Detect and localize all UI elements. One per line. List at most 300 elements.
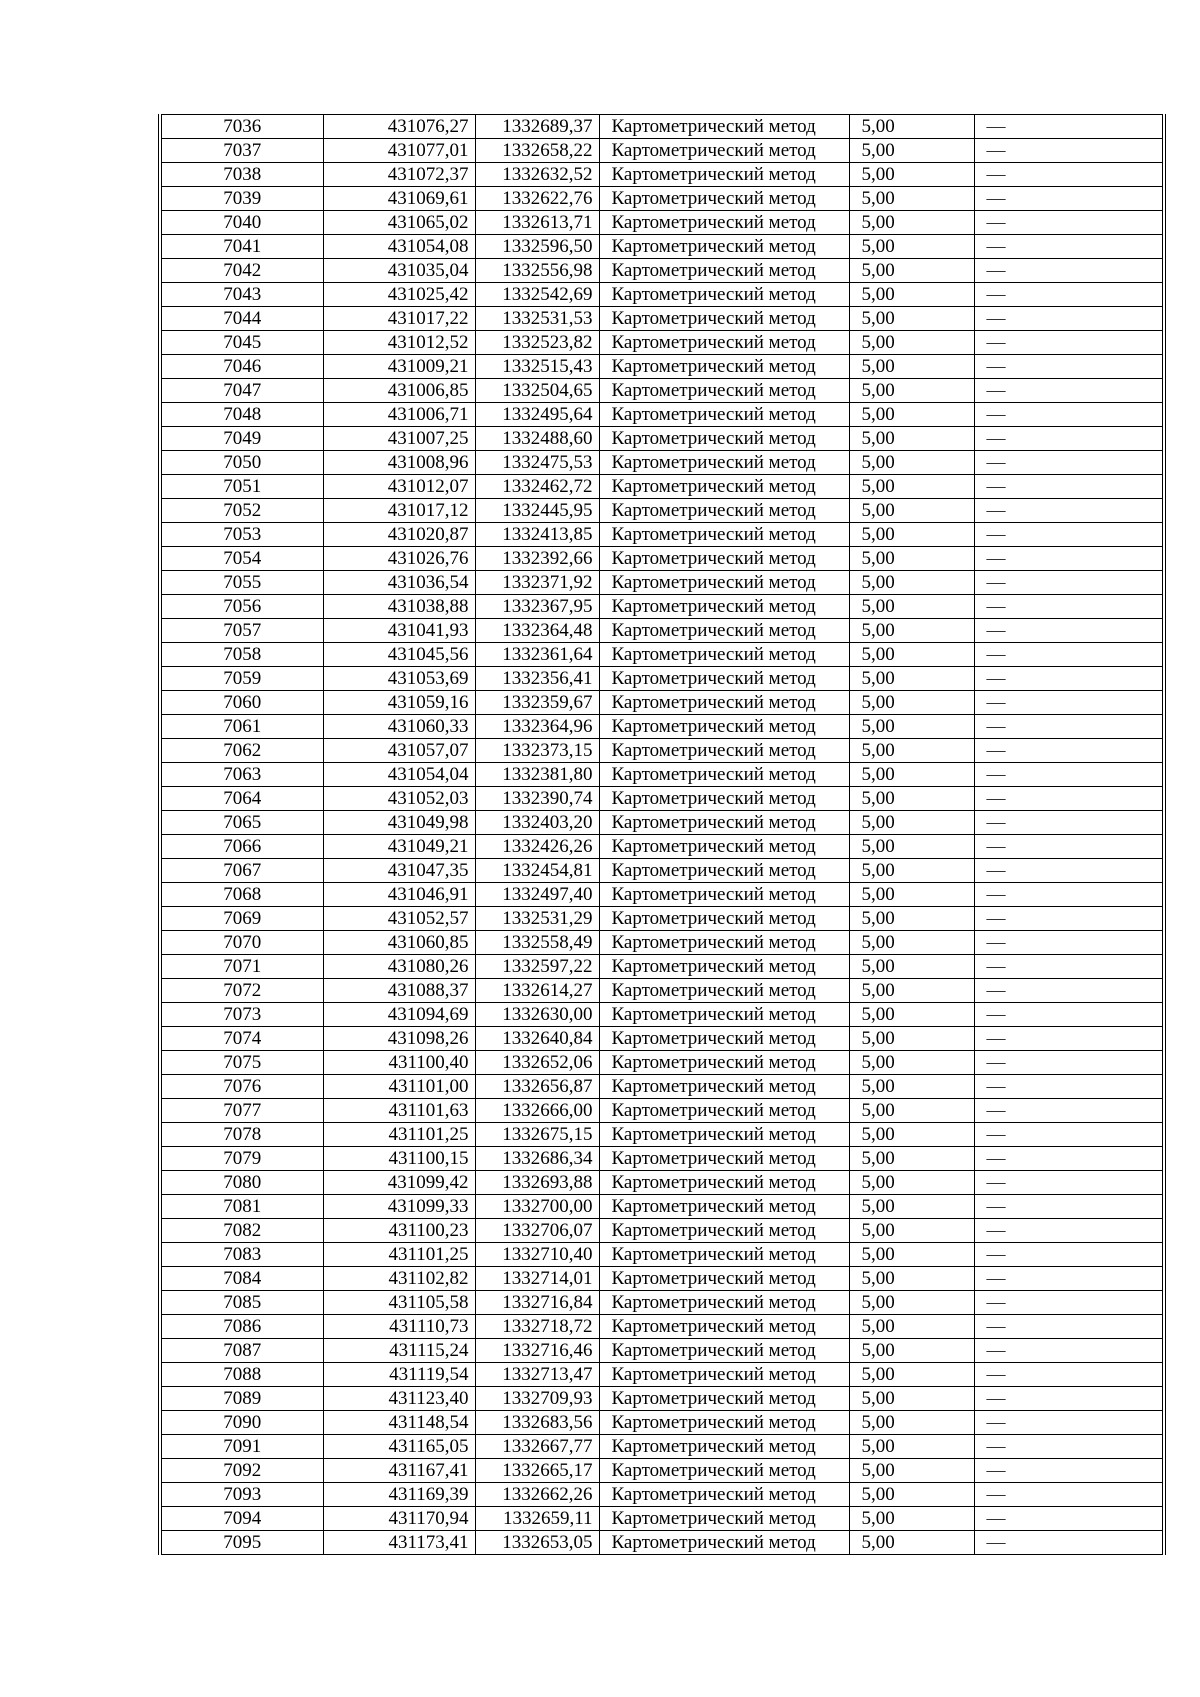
point-number-cell: 7067	[160, 859, 323, 883]
note-cell: —	[974, 715, 1164, 739]
method-cell: Картометрический метод	[599, 955, 849, 979]
error-cell: 5,00	[849, 691, 974, 715]
table-row	[160, 547, 1164, 571]
note-cell: —	[974, 1435, 1164, 1459]
point-number-cell: 7085	[160, 1291, 323, 1315]
method-cell: Картометрический метод	[599, 379, 849, 403]
point-number-cell: 7064	[160, 787, 323, 811]
note-cell: —	[974, 691, 1164, 715]
point-number-cell: 7060	[160, 691, 323, 715]
y-coordinate-cell: 1332706,07	[475, 1219, 599, 1243]
x-coordinate-cell: 431167,41	[323, 1459, 475, 1483]
method-cell: Картометрический метод	[599, 283, 849, 307]
error-cell: 5,00	[849, 1483, 974, 1507]
x-coordinate-cell: 431148,54	[323, 1411, 475, 1435]
note-cell: —	[974, 547, 1164, 571]
error-cell: 5,00	[849, 1363, 974, 1387]
y-coordinate-cell: 1332403,20	[475, 811, 599, 835]
method-cell: Картометрический метод	[599, 1459, 849, 1483]
method-cell: Картометрический метод	[599, 787, 849, 811]
note-cell: —	[974, 1315, 1164, 1339]
table-row	[160, 379, 1164, 403]
y-coordinate-cell: 1332558,49	[475, 931, 599, 955]
table-row	[160, 595, 1164, 619]
point-number-cell: 7066	[160, 835, 323, 859]
table-row	[160, 1267, 1164, 1291]
y-coordinate-cell: 1332390,74	[475, 787, 599, 811]
method-cell: Картометрический метод	[599, 1291, 849, 1315]
error-cell: 5,00	[849, 235, 974, 259]
error-cell: 5,00	[849, 763, 974, 787]
point-number-cell: 7092	[160, 1459, 323, 1483]
error-cell: 5,00	[849, 523, 974, 547]
point-number-cell: 7072	[160, 979, 323, 1003]
error-cell: 5,00	[849, 739, 974, 763]
point-number-cell: 7055	[160, 571, 323, 595]
x-coordinate-cell: 431052,57	[323, 907, 475, 931]
table-row	[160, 307, 1164, 331]
point-number-cell: 7083	[160, 1243, 323, 1267]
y-coordinate-cell: 1332693,88	[475, 1171, 599, 1195]
table-row	[160, 451, 1164, 475]
error-cell: 5,00	[849, 1315, 974, 1339]
point-number-cell: 7037	[160, 139, 323, 163]
y-coordinate-cell: 1332666,00	[475, 1099, 599, 1123]
point-number-cell: 7080	[160, 1171, 323, 1195]
y-coordinate-cell: 1332488,60	[475, 427, 599, 451]
error-cell: 5,00	[849, 475, 974, 499]
x-coordinate-cell: 431173,41	[323, 1531, 475, 1555]
note-cell: —	[974, 1123, 1164, 1147]
note-cell: —	[974, 595, 1164, 619]
error-cell: 5,00	[849, 1123, 974, 1147]
method-cell: Картометрический метод	[599, 1507, 849, 1531]
point-number-cell: 7049	[160, 427, 323, 451]
error-cell: 5,00	[849, 1003, 974, 1027]
method-cell: Картометрический метод	[599, 355, 849, 379]
x-coordinate-cell: 431099,42	[323, 1171, 475, 1195]
x-coordinate-cell: 431012,52	[323, 331, 475, 355]
x-coordinate-cell: 431054,08	[323, 235, 475, 259]
table-row	[160, 115, 1164, 139]
point-number-cell: 7082	[160, 1219, 323, 1243]
point-number-cell: 7079	[160, 1147, 323, 1171]
y-coordinate-cell: 1332426,26	[475, 835, 599, 859]
point-number-cell: 7063	[160, 763, 323, 787]
method-cell: Картометрический метод	[599, 739, 849, 763]
method-cell: Картометрический метод	[599, 115, 849, 139]
method-cell: Картометрический метод	[599, 187, 849, 211]
note-cell: —	[974, 931, 1164, 955]
x-coordinate-cell: 431110,73	[323, 1315, 475, 1339]
table-row	[160, 619, 1164, 643]
note-cell: —	[974, 1339, 1164, 1363]
x-coordinate-cell: 431049,98	[323, 811, 475, 835]
table-row	[160, 1051, 1164, 1075]
note-cell: —	[974, 379, 1164, 403]
method-cell: Картометрический метод	[599, 139, 849, 163]
error-cell: 5,00	[849, 211, 974, 235]
x-coordinate-cell: 431115,24	[323, 1339, 475, 1363]
point-number-cell: 7091	[160, 1435, 323, 1459]
point-number-cell: 7078	[160, 1123, 323, 1147]
y-coordinate-cell: 1332361,64	[475, 643, 599, 667]
error-cell: 5,00	[849, 1147, 974, 1171]
table-row	[160, 667, 1164, 691]
method-cell: Картометрический метод	[599, 163, 849, 187]
y-coordinate-cell: 1332356,41	[475, 667, 599, 691]
error-cell: 5,00	[849, 787, 974, 811]
table-row	[160, 1531, 1164, 1555]
method-cell: Картометрический метод	[599, 619, 849, 643]
table-row	[160, 1459, 1164, 1483]
point-number-cell: 7071	[160, 955, 323, 979]
x-coordinate-cell: 431101,25	[323, 1123, 475, 1147]
x-coordinate-cell: 431098,26	[323, 1027, 475, 1051]
y-coordinate-cell: 1332700,00	[475, 1195, 599, 1219]
x-coordinate-cell: 431099,33	[323, 1195, 475, 1219]
y-coordinate-cell: 1332652,06	[475, 1051, 599, 1075]
x-coordinate-cell: 431020,87	[323, 523, 475, 547]
note-cell: —	[974, 211, 1164, 235]
error-cell: 5,00	[849, 595, 974, 619]
x-coordinate-cell: 431101,25	[323, 1243, 475, 1267]
error-cell: 5,00	[849, 451, 974, 475]
y-coordinate-cell: 1332665,17	[475, 1459, 599, 1483]
y-coordinate-cell: 1332371,92	[475, 571, 599, 595]
x-coordinate-cell: 431008,96	[323, 451, 475, 475]
point-number-cell: 7081	[160, 1195, 323, 1219]
point-number-cell: 7043	[160, 283, 323, 307]
error-cell: 5,00	[849, 1099, 974, 1123]
table-row	[160, 739, 1164, 763]
x-coordinate-cell: 431059,16	[323, 691, 475, 715]
table-row	[160, 955, 1164, 979]
y-coordinate-cell: 1332614,27	[475, 979, 599, 1003]
method-cell: Картометрический метод	[599, 475, 849, 499]
y-coordinate-cell: 1332364,48	[475, 619, 599, 643]
table-row	[160, 259, 1164, 283]
error-cell: 5,00	[849, 715, 974, 739]
table-row	[160, 163, 1164, 187]
table-row	[160, 715, 1164, 739]
note-cell: —	[974, 1531, 1164, 1555]
x-coordinate-cell: 431017,22	[323, 307, 475, 331]
x-coordinate-cell: 431100,40	[323, 1051, 475, 1075]
method-cell: Картометрический метод	[599, 595, 849, 619]
point-number-cell: 7042	[160, 259, 323, 283]
error-cell: 5,00	[849, 1171, 974, 1195]
table-body	[160, 115, 1164, 1555]
y-coordinate-cell: 1332381,80	[475, 763, 599, 787]
y-coordinate-cell: 1332542,69	[475, 283, 599, 307]
point-number-cell: 7087	[160, 1339, 323, 1363]
error-cell: 5,00	[849, 259, 974, 283]
y-coordinate-cell: 1332689,37	[475, 115, 599, 139]
method-cell: Картометрический метод	[599, 331, 849, 355]
point-number-cell: 7090	[160, 1411, 323, 1435]
table-row	[160, 139, 1164, 163]
x-coordinate-cell: 431036,54	[323, 571, 475, 595]
method-cell: Картометрический метод	[599, 571, 849, 595]
point-number-cell: 7069	[160, 907, 323, 931]
note-cell: —	[974, 331, 1164, 355]
point-number-cell: 7065	[160, 811, 323, 835]
error-cell: 5,00	[849, 163, 974, 187]
error-cell: 5,00	[849, 331, 974, 355]
table-row	[160, 691, 1164, 715]
y-coordinate-cell: 1332613,71	[475, 211, 599, 235]
error-cell: 5,00	[849, 907, 974, 931]
error-cell: 5,00	[849, 115, 974, 139]
method-cell: Картометрический метод	[599, 1219, 849, 1243]
error-cell: 5,00	[849, 1219, 974, 1243]
table-row	[160, 979, 1164, 1003]
note-cell: —	[974, 739, 1164, 763]
table-row	[160, 1147, 1164, 1171]
note-cell: —	[974, 1051, 1164, 1075]
note-cell: —	[974, 1459, 1164, 1483]
x-coordinate-cell: 431025,42	[323, 283, 475, 307]
point-number-cell: 7046	[160, 355, 323, 379]
error-cell: 5,00	[849, 139, 974, 163]
note-cell: —	[974, 115, 1164, 139]
y-coordinate-cell: 1332454,81	[475, 859, 599, 883]
note-cell: —	[974, 1171, 1164, 1195]
table-row	[160, 235, 1164, 259]
error-cell: 5,00	[849, 1531, 974, 1555]
y-coordinate-cell: 1332630,00	[475, 1003, 599, 1027]
x-coordinate-cell: 431045,56	[323, 643, 475, 667]
table-row	[160, 763, 1164, 787]
method-cell: Картометрический метод	[599, 1147, 849, 1171]
note-cell: —	[974, 1363, 1164, 1387]
table-row	[160, 187, 1164, 211]
x-coordinate-cell: 431069,61	[323, 187, 475, 211]
error-cell: 5,00	[849, 187, 974, 211]
point-number-cell: 7041	[160, 235, 323, 259]
error-cell: 5,00	[849, 1195, 974, 1219]
method-cell: Картометрический метод	[599, 883, 849, 907]
error-cell: 5,00	[849, 931, 974, 955]
method-cell: Картометрический метод	[599, 259, 849, 283]
note-cell: —	[974, 499, 1164, 523]
table-row	[160, 787, 1164, 811]
method-cell: Картометрический метод	[599, 931, 849, 955]
note-cell: —	[974, 571, 1164, 595]
method-cell: Картометрический метод	[599, 235, 849, 259]
method-cell: Картометрический метод	[599, 403, 849, 427]
note-cell: —	[974, 907, 1164, 931]
point-number-cell: 7084	[160, 1267, 323, 1291]
note-cell: —	[974, 955, 1164, 979]
note-cell: —	[974, 1507, 1164, 1531]
method-cell: Картометрический метод	[599, 451, 849, 475]
y-coordinate-cell: 1332713,47	[475, 1363, 599, 1387]
note-cell: —	[974, 307, 1164, 331]
x-coordinate-cell: 431123,40	[323, 1387, 475, 1411]
y-coordinate-cell: 1332367,95	[475, 595, 599, 619]
point-number-cell: 7077	[160, 1099, 323, 1123]
method-cell: Картометрический метод	[599, 1531, 849, 1555]
error-cell: 5,00	[849, 1075, 974, 1099]
note-cell: —	[974, 475, 1164, 499]
y-coordinate-cell: 1332716,46	[475, 1339, 599, 1363]
note-cell: —	[974, 1099, 1164, 1123]
note-cell: —	[974, 283, 1164, 307]
point-number-cell: 7045	[160, 331, 323, 355]
table-row	[160, 427, 1164, 451]
table-row	[160, 403, 1164, 427]
error-cell: 5,00	[849, 379, 974, 403]
method-cell: Картометрический метод	[599, 1387, 849, 1411]
note-cell: —	[974, 835, 1164, 859]
method-cell: Картометрический метод	[599, 1243, 849, 1267]
method-cell: Картометрический метод	[599, 1195, 849, 1219]
x-coordinate-cell: 431105,58	[323, 1291, 475, 1315]
table-row	[160, 211, 1164, 235]
table-row	[160, 811, 1164, 835]
point-number-cell: 7095	[160, 1531, 323, 1555]
x-coordinate-cell: 431065,02	[323, 211, 475, 235]
note-cell: —	[974, 1267, 1164, 1291]
method-cell: Картометрический метод	[599, 1483, 849, 1507]
y-coordinate-cell: 1332640,84	[475, 1027, 599, 1051]
method-cell: Картометрический метод	[599, 1027, 849, 1051]
x-coordinate-cell: 431046,91	[323, 883, 475, 907]
method-cell: Картометрический метод	[599, 1003, 849, 1027]
error-cell: 5,00	[849, 355, 974, 379]
x-coordinate-cell: 431053,69	[323, 667, 475, 691]
error-cell: 5,00	[849, 883, 974, 907]
table-row	[160, 283, 1164, 307]
note-cell: —	[974, 643, 1164, 667]
error-cell: 5,00	[849, 619, 974, 643]
table-row	[160, 1195, 1164, 1219]
point-number-cell: 7057	[160, 619, 323, 643]
point-number-cell: 7047	[160, 379, 323, 403]
note-cell: —	[974, 355, 1164, 379]
table-row	[160, 355, 1164, 379]
x-coordinate-cell: 431101,00	[323, 1075, 475, 1099]
table-row	[160, 907, 1164, 931]
table-row	[160, 1339, 1164, 1363]
method-cell: Картометрический метод	[599, 907, 849, 931]
y-coordinate-cell: 1332373,15	[475, 739, 599, 763]
note-cell: —	[974, 451, 1164, 475]
table-row	[160, 1363, 1164, 1387]
y-coordinate-cell: 1332622,76	[475, 187, 599, 211]
y-coordinate-cell: 1332709,93	[475, 1387, 599, 1411]
error-cell: 5,00	[849, 1411, 974, 1435]
error-cell: 5,00	[849, 283, 974, 307]
y-coordinate-cell: 1332653,05	[475, 1531, 599, 1555]
table-row	[160, 1291, 1164, 1315]
x-coordinate-cell: 431100,23	[323, 1219, 475, 1243]
method-cell: Картометрический метод	[599, 1267, 849, 1291]
x-coordinate-cell: 431165,05	[323, 1435, 475, 1459]
y-coordinate-cell: 1332475,53	[475, 451, 599, 475]
note-cell: —	[974, 1003, 1164, 1027]
error-cell: 5,00	[849, 1387, 974, 1411]
x-coordinate-cell: 431100,15	[323, 1147, 475, 1171]
point-number-cell: 7093	[160, 1483, 323, 1507]
x-coordinate-cell: 431060,33	[323, 715, 475, 739]
y-coordinate-cell: 1332523,82	[475, 331, 599, 355]
note-cell: —	[974, 259, 1164, 283]
x-coordinate-cell: 431035,04	[323, 259, 475, 283]
y-coordinate-cell: 1332597,22	[475, 955, 599, 979]
x-coordinate-cell: 431169,39	[323, 1483, 475, 1507]
table-row	[160, 1003, 1164, 1027]
y-coordinate-cell: 1332495,64	[475, 403, 599, 427]
method-cell: Картометрический метод	[599, 667, 849, 691]
method-cell: Картометрический метод	[599, 427, 849, 451]
error-cell: 5,00	[849, 1291, 974, 1315]
note-cell: —	[974, 1291, 1164, 1315]
method-cell: Картометрический метод	[599, 1411, 849, 1435]
x-coordinate-cell: 431052,03	[323, 787, 475, 811]
method-cell: Картометрический метод	[599, 1099, 849, 1123]
y-coordinate-cell: 1332667,77	[475, 1435, 599, 1459]
error-cell: 5,00	[849, 643, 974, 667]
point-number-cell: 7038	[160, 163, 323, 187]
method-cell: Картометрический метод	[599, 859, 849, 883]
method-cell: Картометрический метод	[599, 1171, 849, 1195]
point-number-cell: 7073	[160, 1003, 323, 1027]
note-cell: —	[974, 1483, 1164, 1507]
point-number-cell: 7086	[160, 1315, 323, 1339]
point-number-cell: 7054	[160, 547, 323, 571]
table-row	[160, 1387, 1164, 1411]
y-coordinate-cell: 1332714,01	[475, 1267, 599, 1291]
point-number-cell: 7076	[160, 1075, 323, 1099]
note-cell: —	[974, 1027, 1164, 1051]
point-number-cell: 7050	[160, 451, 323, 475]
table-row	[160, 475, 1164, 499]
note-cell: —	[974, 763, 1164, 787]
coordinates-table	[158, 114, 1166, 1555]
x-coordinate-cell: 431007,25	[323, 427, 475, 451]
error-cell: 5,00	[849, 547, 974, 571]
table-row	[160, 835, 1164, 859]
x-coordinate-cell: 431047,35	[323, 859, 475, 883]
point-number-cell: 7040	[160, 211, 323, 235]
note-cell: —	[974, 403, 1164, 427]
point-number-cell: 7094	[160, 1507, 323, 1531]
method-cell: Картометрический метод	[599, 691, 849, 715]
note-cell: —	[974, 187, 1164, 211]
table-row	[160, 883, 1164, 907]
x-coordinate-cell: 431017,12	[323, 499, 475, 523]
table-row	[160, 1027, 1164, 1051]
x-coordinate-cell: 431094,69	[323, 1003, 475, 1027]
point-number-cell: 7089	[160, 1387, 323, 1411]
x-coordinate-cell: 431006,71	[323, 403, 475, 427]
table-row	[160, 1315, 1164, 1339]
table-row	[160, 571, 1164, 595]
y-coordinate-cell: 1332515,43	[475, 355, 599, 379]
x-coordinate-cell: 431060,85	[323, 931, 475, 955]
error-cell: 5,00	[849, 1507, 974, 1531]
note-cell: —	[974, 859, 1164, 883]
x-coordinate-cell: 431080,26	[323, 955, 475, 979]
method-cell: Картометрический метод	[599, 307, 849, 331]
point-number-cell: 7058	[160, 643, 323, 667]
table-row	[160, 1483, 1164, 1507]
error-cell: 5,00	[849, 499, 974, 523]
error-cell: 5,00	[849, 811, 974, 835]
